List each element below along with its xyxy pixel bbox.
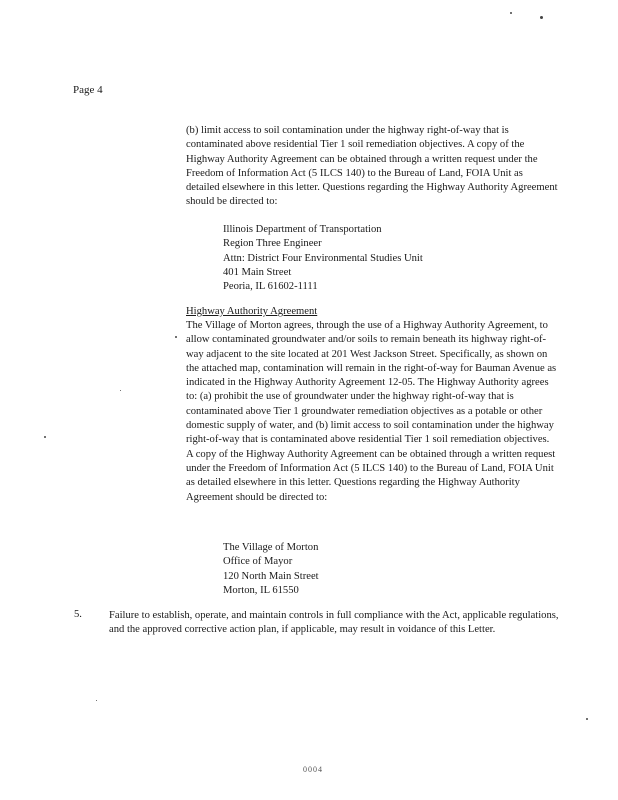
address-line: Office of Mayor (223, 556, 293, 568)
address-line: 120 North Main Street (223, 570, 319, 582)
scan-speck (44, 436, 46, 438)
section-paragraph: The Village of Morton agrees, through the use of a Highway Authority Agreement, to allow contaminated groundwater and/or soils to remain beneath its highway right-of-way adjacent to the site located at 201 West Jackson Street. Specifically, as shown on the attached map, contamination will remain in the right-of-way for Bauman Avenue as indicated in the Highway Authority Agreement 12-05. The Highway Authority agrees to: (a) prohibit the use of groundwater under the highway right-of-way that is contaminated above Tier 1 groundwater remediation objectives as a potable or other domestic supply of water, and (b) limit access to soil contamination under the highway right-of-way that is contaminated above residential Tier 1 soil remediation objectives. A copy of the Highway Authority Agreement can be obtained through a written request under the Freedom of Information Act (5 ILCS 140) to the Bureau of Land, FOIA Unit as detailed elsewhere in this letter. Questions regarding the Highway Authority Agreement should be directed to: (186, 320, 557, 503)
address-line: Illinois Department of Transportation (223, 224, 382, 235)
address-block-idot (223, 223, 423, 294)
section-heading: Highway Authority Agreement (186, 306, 318, 317)
scan-speck (510, 12, 512, 14)
scan-speck (540, 16, 543, 19)
scan-speck (120, 390, 121, 391)
address-line: Peoria, IL 61602-1111 (223, 281, 318, 293)
address-line: Morton, IL 61550 (223, 584, 299, 596)
address-line: Attn: District Four Environmental Studies Unit (223, 252, 423, 264)
scan-speck (96, 700, 97, 701)
item-number: 5. (74, 609, 82, 620)
address-line: 401 Main Street (223, 266, 292, 278)
address-line: Region Three Engineer (223, 238, 322, 250)
address-block-morton (223, 541, 319, 598)
address-line: The Village of Morton (223, 542, 319, 553)
scan-speck (586, 718, 588, 720)
footer-mark: 0004 (303, 765, 323, 774)
intro-paragraph: (b) limit access to soil contamination under the highway right-of-way that is contaminated above residential Tier 1 soil remediation objectives. A copy of the Highway Authority Agreement can be obtained through a written request under the Freedom of Information Act (5 ILCS 140) to the Bureau of Land, FOIA Unit as detailed elsewhere in this letter. Questions regarding the Highway Authority Agreement should be directed to: (186, 125, 558, 208)
scan-speck (175, 336, 177, 338)
page-label: Page 4 (73, 84, 103, 96)
item-text: Failure to establish, operate, and maintain controls in full compliance with the Act, applicable regulations, and the approved corrective action plan, if applicable, may result in voidance of this Letter. (109, 610, 559, 636)
